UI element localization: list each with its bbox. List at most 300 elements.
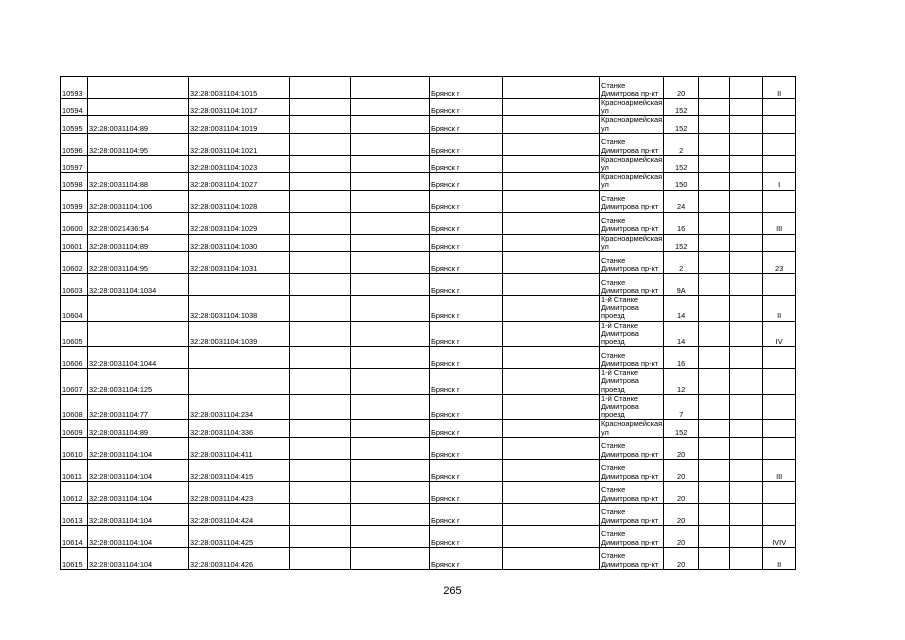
- cell-city: Брянск г: [430, 173, 503, 190]
- table-row: [61, 321, 796, 347]
- cell-city: Брянск г: [430, 394, 503, 420]
- cadastral-table: [60, 76, 796, 570]
- cell-category: [763, 347, 796, 369]
- cell-empty: [351, 347, 430, 369]
- cell-empty: [290, 234, 351, 251]
- cell-empty: [351, 155, 430, 172]
- cell-empty: [730, 347, 763, 369]
- cell-empty: [351, 296, 430, 322]
- cell-parcel-number: [88, 155, 189, 172]
- cell-street: Красноармейская ул: [601, 155, 663, 173]
- cell-empty: [503, 525, 600, 547]
- cell-empty: [351, 369, 430, 395]
- cell-city: Брянск г: [430, 274, 503, 296]
- cell-empty: [730, 77, 763, 99]
- cell-category: [763, 420, 796, 437]
- cell-record-id: 10598: [61, 173, 88, 190]
- cell-empty: [730, 394, 763, 420]
- cell-street: Станке Димитрова пр-кт: [600, 525, 664, 547]
- cell-street: 1-й Станке Димитрова проезд: [600, 394, 664, 420]
- cell-empty: [730, 133, 763, 155]
- cell-empty: [351, 481, 430, 503]
- cell-category: II: [763, 547, 796, 569]
- table-row: [61, 173, 796, 190]
- cell-empty: [699, 99, 730, 116]
- table-row: [61, 274, 796, 296]
- cell-record-id: 10613: [61, 503, 88, 525]
- cell-empty: [351, 212, 430, 234]
- cell-empty: [730, 296, 763, 322]
- cell-empty: [290, 525, 351, 547]
- table-row: [61, 212, 796, 234]
- cell-empty: [699, 252, 730, 274]
- table-row: [61, 525, 796, 547]
- cell-street: Станке Димитрова пр-кт: [600, 133, 664, 155]
- cell-empty: [290, 155, 351, 172]
- cell-empty: [290, 394, 351, 420]
- cell-parcel-number: 32:28:0031104:104: [88, 547, 189, 569]
- cell-empty: [351, 274, 430, 296]
- cell-category: [763, 437, 796, 459]
- cell-empty: [351, 459, 430, 481]
- cell-empty: [699, 77, 730, 99]
- cell-house: 152: [664, 420, 699, 437]
- cell-record-id: 10603: [61, 274, 88, 296]
- cell-city: Брянск г: [430, 459, 503, 481]
- cell-empty: [699, 116, 730, 133]
- cell-city: Брянск г: [430, 77, 503, 99]
- cell-record-id: 10609: [61, 420, 88, 437]
- cell-category: [763, 234, 796, 251]
- cell-empty: [730, 190, 763, 212]
- cell-city: Брянск г: [430, 525, 503, 547]
- cell-city: Брянск г: [430, 547, 503, 569]
- table-row: [61, 459, 796, 481]
- cell-empty: [290, 212, 351, 234]
- cell-object-number: 32:28:0031104:1021: [189, 133, 290, 155]
- cell-empty: [699, 369, 730, 395]
- cell-city: Брянск г: [430, 369, 503, 395]
- cell-object-number: 32:28:0031104:1030: [189, 234, 290, 251]
- cell-empty: [351, 525, 430, 547]
- cell-parcel-number: 32:28:0031104:1034: [88, 274, 189, 296]
- cell-object-number: [189, 274, 290, 296]
- cell-parcel-number: 32:28:0031104:77: [88, 394, 189, 420]
- cell-city: Брянск г: [430, 503, 503, 525]
- cell-empty: [699, 274, 730, 296]
- cell-record-id: 10608: [61, 394, 88, 420]
- cell-object-number: 32:28:0031104:425: [189, 525, 290, 547]
- cell-object-number: 32:28:0031104:426: [189, 547, 290, 569]
- cell-empty: [290, 274, 351, 296]
- table-row: [61, 394, 796, 420]
- cell-empty: [503, 274, 600, 296]
- cell-object-number: 32:28:0031104:1028: [189, 190, 290, 212]
- cell-empty: [730, 481, 763, 503]
- cell-empty: [730, 420, 763, 437]
- cell-empty: [290, 173, 351, 190]
- cell-parcel-number: 32:28:0031104:95: [88, 252, 189, 274]
- cell-street: Станке Димитрова пр-кт: [600, 252, 664, 274]
- cell-house: 20: [664, 525, 699, 547]
- cell-parcel-number: 32:28:0031104:106: [88, 190, 189, 212]
- cell-empty: [699, 420, 730, 437]
- cell-empty: [290, 190, 351, 212]
- cell-parcel-number: 32:28:0031104:104: [88, 503, 189, 525]
- cell-record-id: 10597: [61, 155, 88, 172]
- cell-parcel-number: [88, 99, 189, 116]
- table-row: [61, 296, 796, 322]
- cell-object-number: [189, 347, 290, 369]
- cell-empty: [503, 116, 600, 133]
- cell-empty: [699, 503, 730, 525]
- cell-city: Брянск г: [430, 437, 503, 459]
- cell-empty: [503, 133, 600, 155]
- cell-object-number: 32:28:0031104:1038: [189, 296, 290, 322]
- cell-empty: [730, 459, 763, 481]
- cell-city: Брянск г: [430, 116, 503, 133]
- cell-street: Красноармейская ул: [601, 419, 663, 437]
- cell-street: Красноармейская ул: [601, 115, 663, 133]
- cell-record-id: 10614: [61, 525, 88, 547]
- cell-empty: [699, 173, 730, 190]
- cell-house: 2: [664, 133, 699, 155]
- cell-object-number: 32:28:0031104:1019: [189, 116, 290, 133]
- cell-empty: [699, 547, 730, 569]
- cell-empty: [503, 173, 600, 190]
- cell-empty: [290, 321, 351, 347]
- table-row: [61, 503, 796, 525]
- cell-street: Красноармейская ул: [601, 98, 663, 116]
- table-row: [61, 252, 796, 274]
- cell-city: Брянск г: [430, 190, 503, 212]
- cell-house: 14: [664, 321, 699, 347]
- cell-empty: [503, 459, 600, 481]
- cell-empty: [730, 321, 763, 347]
- cell-object-number: 32:28:0031104:1031: [189, 252, 290, 274]
- table-row: [61, 133, 796, 155]
- cell-empty: [730, 252, 763, 274]
- cell-record-id: 10615: [61, 547, 88, 569]
- cell-object-number: 32:28:0031104:1039: [189, 321, 290, 347]
- cell-record-id: 10594: [61, 99, 88, 116]
- cell-house: 7: [664, 394, 699, 420]
- cell-street: 1-й Станке Димитрова проезд: [600, 369, 664, 395]
- cell-empty: [699, 525, 730, 547]
- cell-empty: [351, 420, 430, 437]
- cell-parcel-number: 32:28:0031104:104: [88, 459, 189, 481]
- cell-empty: [290, 481, 351, 503]
- table-row: [61, 77, 796, 99]
- cell-empty: [290, 437, 351, 459]
- cell-city: Брянск г: [430, 481, 503, 503]
- cell-parcel-number: 32:28:0031104:104: [88, 525, 189, 547]
- cell-empty: [699, 133, 730, 155]
- cell-empty: [351, 99, 430, 116]
- cell-parcel-number: 32:28:0031104:89: [88, 420, 189, 437]
- cell-empty: [503, 547, 600, 569]
- cell-record-id: 10593: [61, 77, 88, 99]
- cell-category: [763, 369, 796, 395]
- cell-house: 20: [664, 503, 699, 525]
- cell-empty: [503, 394, 600, 420]
- cell-empty: [730, 369, 763, 395]
- cell-empty: [699, 459, 730, 481]
- cell-record-id: 10605: [61, 321, 88, 347]
- cell-parcel-number: 32:28:0031104:104: [88, 437, 189, 459]
- cell-empty: [290, 133, 351, 155]
- cell-street: Станке Димитрова пр-кт: [600, 347, 664, 369]
- cell-record-id: 10611: [61, 459, 88, 481]
- cell-empty: [699, 321, 730, 347]
- cell-empty: [290, 116, 351, 133]
- cell-record-id: 10612: [61, 481, 88, 503]
- cell-category: [763, 155, 796, 172]
- cell-empty: [290, 420, 351, 437]
- cell-city: Брянск г: [430, 234, 503, 251]
- cell-street: Станке Димитрова пр-кт: [600, 437, 664, 459]
- cell-house: 9А: [664, 274, 699, 296]
- cell-house: 16: [664, 212, 699, 234]
- cell-empty: [351, 252, 430, 274]
- cell-empty: [503, 369, 600, 395]
- cell-empty: [351, 190, 430, 212]
- cell-empty: [503, 252, 600, 274]
- cell-category: [763, 116, 796, 133]
- cell-object-number: 32:28:0031104:411: [189, 437, 290, 459]
- cell-house: 152: [664, 155, 699, 172]
- table-row: [61, 234, 796, 251]
- cell-street: 1-й Станке Димитрова проезд: [600, 321, 664, 347]
- cell-empty: [503, 234, 600, 251]
- cell-street: Красноармейская ул: [601, 234, 663, 251]
- cell-object-number: 32:28:0031104:1029: [189, 212, 290, 234]
- cell-house: 152: [664, 99, 699, 116]
- cell-parcel-number: 32:28:0021436:54: [88, 212, 189, 234]
- cell-empty: [503, 99, 600, 116]
- cell-empty: [290, 369, 351, 395]
- cell-empty: [351, 394, 430, 420]
- cell-parcel-number: 32:28:0031104:88: [88, 173, 189, 190]
- cell-empty: [290, 252, 351, 274]
- cell-empty: [290, 547, 351, 569]
- cell-empty: [351, 547, 430, 569]
- cell-record-id: 10604: [61, 296, 88, 322]
- cell-empty: [503, 155, 600, 172]
- cell-parcel-number: 32:28:0031104:125: [88, 369, 189, 395]
- cell-category: 23: [763, 252, 796, 274]
- cell-category: [763, 274, 796, 296]
- cell-house: 20: [664, 547, 699, 569]
- cell-street: Станке Димитрова пр-кт: [600, 77, 664, 99]
- cell-empty: [699, 234, 730, 251]
- cell-object-number: 32:28:0031104:1023: [189, 155, 290, 172]
- cell-empty: [730, 99, 763, 116]
- cell-object-number: 32:28:0031104:424: [189, 503, 290, 525]
- cell-empty: [699, 347, 730, 369]
- cell-house: 152: [664, 234, 699, 251]
- cell-city: Брянск г: [430, 133, 503, 155]
- cell-empty: [730, 437, 763, 459]
- cell-category: [763, 99, 796, 116]
- cell-object-number: 32:28:0031104:1017: [189, 99, 290, 116]
- cell-record-id: 10596: [61, 133, 88, 155]
- cell-city: Брянск г: [430, 321, 503, 347]
- cell-record-id: 10602: [61, 252, 88, 274]
- cell-empty: [351, 77, 430, 99]
- cell-record-id: 10600: [61, 212, 88, 234]
- table-row: [61, 155, 796, 172]
- cell-street: 1-й Станке Димитрова проезд: [600, 296, 664, 322]
- cell-empty: [730, 274, 763, 296]
- cell-empty: [699, 437, 730, 459]
- cell-street: Станке Димитрова пр-кт: [600, 212, 664, 234]
- cell-object-number: 32:28:0031104:1027: [189, 173, 290, 190]
- table-row: [61, 437, 796, 459]
- cell-empty: [503, 347, 600, 369]
- cell-city: Брянск г: [430, 347, 503, 369]
- cell-empty: [730, 503, 763, 525]
- cell-city: Брянск г: [430, 99, 503, 116]
- cell-street: Станке Димитрова пр-кт: [600, 274, 664, 296]
- cell-house: 14: [664, 296, 699, 322]
- cell-category: IVIV: [763, 525, 796, 547]
- cell-house: 20: [664, 459, 699, 481]
- cell-empty: [730, 547, 763, 569]
- cell-empty: [503, 481, 600, 503]
- cell-empty: [290, 296, 351, 322]
- cell-empty: [503, 77, 600, 99]
- cell-empty: [503, 296, 600, 322]
- cell-object-number: 32:28:0031104:336: [189, 420, 290, 437]
- table-row: [61, 547, 796, 569]
- cell-street: Станке Димитрова пр-кт: [600, 547, 664, 569]
- cell-house: 20: [664, 77, 699, 99]
- cell-category: [763, 133, 796, 155]
- cell-empty: [730, 525, 763, 547]
- cell-category: [763, 503, 796, 525]
- cell-empty: [699, 394, 730, 420]
- page-number: 265: [443, 585, 462, 597]
- cell-house: 16: [664, 347, 699, 369]
- cell-category: IV: [763, 321, 796, 347]
- cell-empty: [503, 437, 600, 459]
- cell-category: [763, 394, 796, 420]
- cell-object-number: [189, 369, 290, 395]
- cell-house: 150: [664, 173, 699, 190]
- cell-empty: [730, 234, 763, 251]
- cell-street: Красноармейская ул: [601, 172, 663, 190]
- cell-empty: [503, 321, 600, 347]
- cell-empty: [351, 173, 430, 190]
- cell-empty: [351, 133, 430, 155]
- cell-object-number: 32:28:0031104:423: [189, 481, 290, 503]
- table-row: [61, 481, 796, 503]
- cell-empty: [503, 212, 600, 234]
- cell-category: III: [763, 459, 796, 481]
- cell-city: Брянск г: [430, 212, 503, 234]
- cell-house: 24: [664, 190, 699, 212]
- table-body: [61, 77, 796, 570]
- cell-street: Станке Димитрова пр-кт: [600, 503, 664, 525]
- cell-empty: [290, 503, 351, 525]
- cell-empty: [503, 420, 600, 437]
- cell-object-number: 32:28:0031104:415: [189, 459, 290, 481]
- cell-empty: [290, 77, 351, 99]
- cell-parcel-number: 32:28:0031104:95: [88, 133, 189, 155]
- cell-record-id: 10610: [61, 437, 88, 459]
- cell-empty: [730, 155, 763, 172]
- cell-empty: [351, 503, 430, 525]
- cell-record-id: 10599: [61, 190, 88, 212]
- cell-empty: [351, 321, 430, 347]
- cell-house: 20: [664, 437, 699, 459]
- cell-object-number: 32:28:0031104:1015: [189, 77, 290, 99]
- cell-parcel-number: 32:28:0031104:89: [88, 116, 189, 133]
- table-row: [61, 420, 796, 437]
- cell-city: Брянск г: [430, 420, 503, 437]
- cell-record-id: 10606: [61, 347, 88, 369]
- cell-empty: [290, 459, 351, 481]
- cell-category: II: [763, 296, 796, 322]
- cell-category: [763, 190, 796, 212]
- cell-city: Брянск г: [430, 252, 503, 274]
- cell-house: 2: [664, 252, 699, 274]
- cell-record-id: 10607: [61, 369, 88, 395]
- cell-empty: [699, 212, 730, 234]
- table-row: [61, 190, 796, 212]
- table-row: [61, 116, 796, 133]
- cell-empty: [351, 437, 430, 459]
- cell-category: [763, 481, 796, 503]
- cell-parcel-number: 32:28:0031104:104: [88, 481, 189, 503]
- cell-empty: [730, 116, 763, 133]
- cell-house: 20: [664, 481, 699, 503]
- cell-empty: [699, 190, 730, 212]
- cell-street: Станке Димитрова пр-кт: [600, 481, 664, 503]
- cell-house: 12: [664, 369, 699, 395]
- cell-empty: [503, 190, 600, 212]
- cell-empty: [503, 503, 600, 525]
- cell-city: Брянск г: [430, 155, 503, 172]
- cell-parcel-number: 32:28:0031104:89: [88, 234, 189, 251]
- cell-parcel-number: [88, 77, 189, 99]
- cell-empty: [699, 155, 730, 172]
- table-row: [61, 347, 796, 369]
- cell-empty: [730, 173, 763, 190]
- cell-category: II: [763, 77, 796, 99]
- cell-empty: [699, 296, 730, 322]
- cell-record-id: 10601: [61, 234, 88, 251]
- cell-house: 152: [664, 116, 699, 133]
- cell-parcel-number: [88, 321, 189, 347]
- cell-category: III: [763, 212, 796, 234]
- table-row: [61, 369, 796, 395]
- cell-category: I: [763, 173, 796, 190]
- cell-empty: [290, 347, 351, 369]
- cell-street: Станке Димитрова пр-кт: [600, 190, 664, 212]
- cell-street: Станке Димитрова пр-кт: [600, 459, 664, 481]
- cell-object-number: 32:28:0031104:234: [189, 394, 290, 420]
- cell-empty: [351, 116, 430, 133]
- cell-empty: [730, 212, 763, 234]
- cell-record-id: 10595: [61, 116, 88, 133]
- cell-empty: [290, 99, 351, 116]
- cell-parcel-number: 32:28:0031104:1044: [88, 347, 189, 369]
- cell-empty: [351, 234, 430, 251]
- cell-city: Брянск г: [430, 296, 503, 322]
- cell-parcel-number: [88, 296, 189, 322]
